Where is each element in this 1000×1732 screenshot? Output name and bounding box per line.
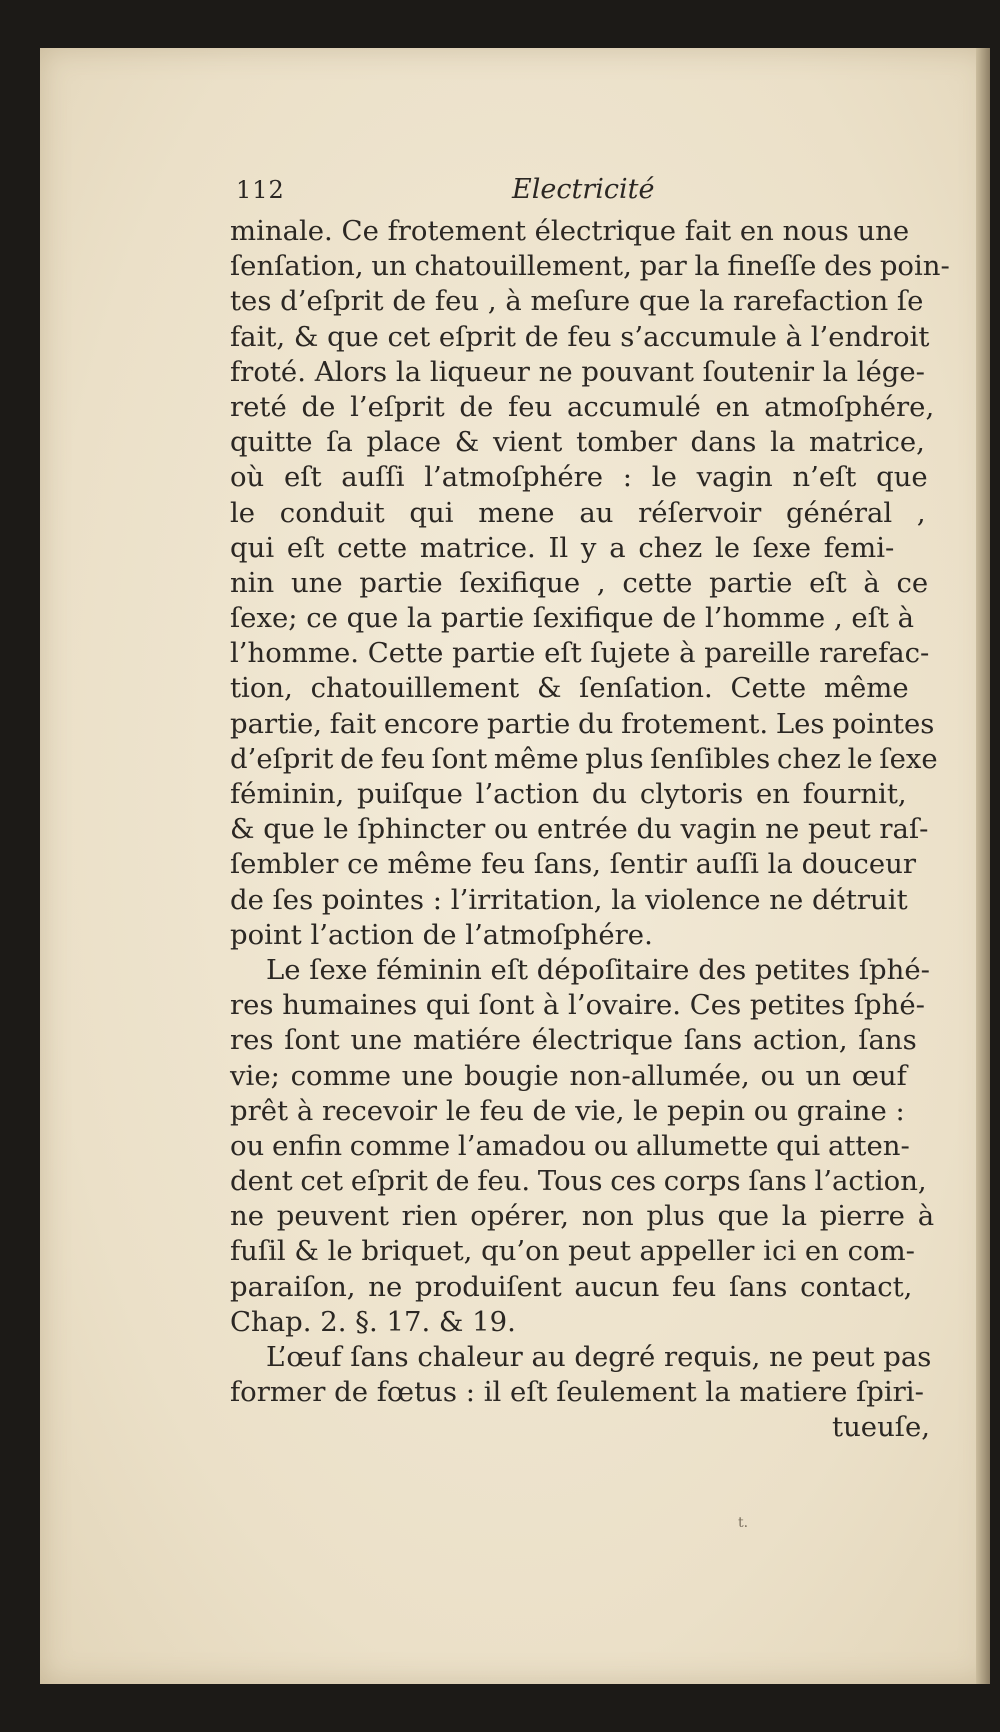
paragraph-start-line: L’œuf ſans chaleur au degré requis, ne peut pas bbox=[266, 1341, 932, 1373]
text-line: res ſont une matiére électrique ſans action, ſans bbox=[230, 1024, 917, 1057]
page-text-block bbox=[230, 174, 950, 1446]
running-title: Electricité bbox=[512, 174, 655, 205]
text-line: ſenſation, un chatouillement, par la fineſſe des poin- bbox=[230, 250, 950, 283]
text-line: paraiſon, ne produiſent aucun feu ſans contact, bbox=[230, 1270, 913, 1303]
text-line: l’homme. Cette partie eſt ſujete à pareille rarefac- bbox=[230, 637, 930, 670]
page-number: 112 bbox=[236, 176, 285, 204]
text-line: former de fœtus : il eſt ſeulement la matiere ſpiri- bbox=[230, 1376, 924, 1409]
text-line: tes d’eſprit de feu , à meſure que la rarefaction ſe bbox=[230, 285, 924, 318]
text-line: de ſes pointes : l’irritation, la violence ne détruit bbox=[230, 883, 908, 916]
text-line: prêt à recevoir le feu de vie, le pepin ou graine : bbox=[230, 1094, 905, 1127]
text-line: fait, & que cet eſprit de feu s’accumule à l’endroit bbox=[230, 320, 930, 353]
text-line: point l’action de l’atmoſphére. bbox=[230, 918, 653, 951]
text-line: qui eſt cette matrice. Il y a chez le ſexe femi- bbox=[230, 531, 895, 564]
text-line: ou enfin comme l’amadou ou allumette qui atten- bbox=[230, 1129, 910, 1162]
page-gutter-shadow bbox=[976, 48, 990, 1684]
text-line: & que le ſphincter ou entrée du vagin ne peut raſ- bbox=[230, 813, 929, 846]
text-line: féminin, puiſque l’action du clytoris en fournit, bbox=[230, 778, 907, 810]
margin-mark: t. bbox=[738, 1515, 749, 1531]
page-header bbox=[230, 176, 934, 214]
text-line: le conduit qui mene au réſervoir général , bbox=[230, 496, 926, 529]
text-line: où eſt auſſi l’atmoſphére : le vagin n’eſt que bbox=[230, 461, 928, 494]
text-line: res humaines qui ſont à l’ovaire. Ces petites ſphé- bbox=[230, 989, 925, 1022]
text-line: vie; comme une bougie non-allumée, ou un œuf bbox=[230, 1059, 907, 1092]
text-line: quitte ſa place & vient tomber dans la matrice, bbox=[230, 426, 925, 459]
text-line: reté de l’eſprit de feu accumulé en atmoſphére, bbox=[230, 390, 935, 423]
text-line: dent cet eſprit de feu. Tous ces corps ſans l’action, bbox=[230, 1165, 927, 1198]
text-line: ſembler ce même feu ſans, ſentir auſſi la douceur bbox=[230, 848, 916, 881]
text-line: ſexe; ce que la partie ſexifique de l’homme , eſt à bbox=[230, 602, 915, 635]
text-line: d’eſprit de feu ſont même plus ſenſibles chez le ſexe bbox=[230, 742, 938, 775]
text-line: minale. Ce frotement électrique fait en nous une bbox=[230, 215, 910, 247]
paragraph-start-line: Le ſexe féminin eſt dépoſitaire des petites ſphé- bbox=[266, 953, 930, 986]
text-line: Chap. 2. §. 17. & 19. bbox=[230, 1305, 516, 1338]
text-line: nin une partie ſexifique , cette partie eſt à ce bbox=[230, 566, 929, 599]
text-line: partie, fait encore partie du frotement. Les pointes bbox=[230, 707, 935, 740]
text-line: ne peuvent rien opérer, non plus que la pierre à bbox=[230, 1200, 935, 1233]
text-line: tion, chatouillement & ſenſation. Cette même bbox=[230, 672, 909, 705]
catchword: tueuſe, bbox=[832, 1411, 930, 1444]
text-line: fuſil & le briquet, qu’on peut appeller ici en com- bbox=[230, 1235, 915, 1268]
text-line: froté. Alors la liqueur ne pouvant ſoutenir la lége- bbox=[230, 355, 925, 388]
